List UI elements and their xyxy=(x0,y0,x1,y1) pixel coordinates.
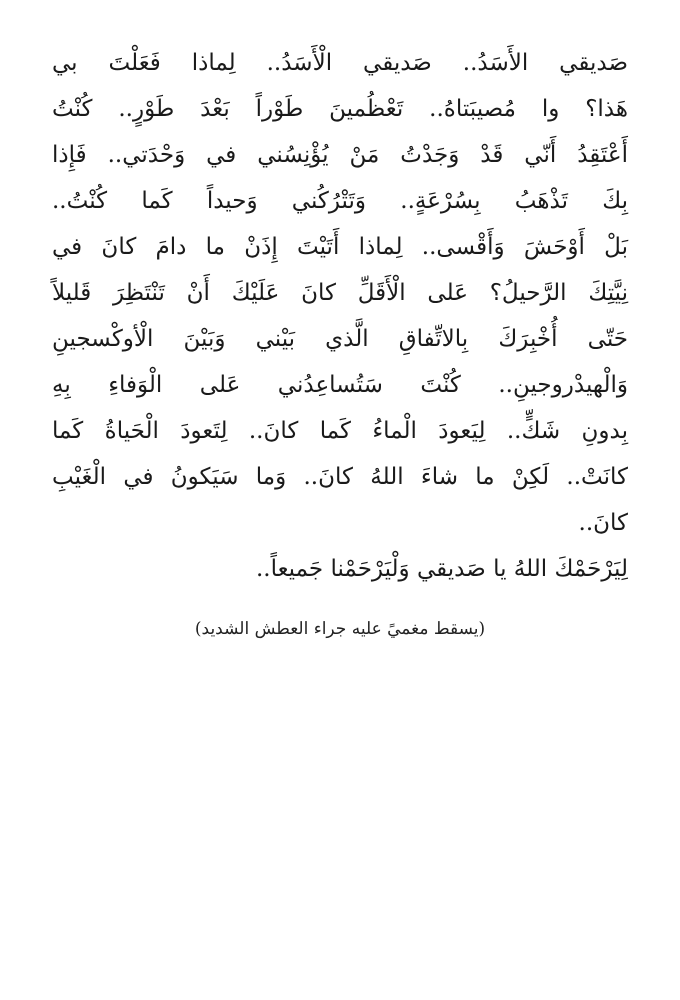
text-line: حَتّى أُخْبِرَكَ بِالاتِّفاقِ الَّذي بَيْني وَبَيْنَ الْأوكْسجينِ xyxy=(52,326,628,352)
text-line: أَعْتَقِدُ أَنّي قَدْ وَجَدْتُ مَنْ يُؤْنِسُني في وَحْدَتي.. فَإِذا xyxy=(52,142,628,168)
closing-line: لِيَرْحَمْكَ اللهُ يا صَديقي وَلْيَرْحَمْنا جَميعاً.. xyxy=(255,556,628,582)
document-page xyxy=(52,40,628,644)
stage-direction: (يسقط مغميً عليه جراء العطش الشديد) xyxy=(194,619,486,639)
text-line: بِدونِ شَكٍّ.. لِيَعودَ الْماءُ كَما كانَ.. لِتَعودَ الْحَياةُ كَما xyxy=(52,418,628,444)
text-line: هَذا؟ وا مُصيبَتاهُ.. تَعْظُمينَ طَوْراً بَعْدَ طَوْرٍ.. كُنْتُ xyxy=(52,96,628,122)
text-line: بَلْ أَوْحَشَ وَأَقْسى.. لِماذا أَتَيْتَ إِذَنْ ما دامَ كانَ في xyxy=(52,234,628,260)
text-line: وَالْهيدْروجينِ.. كُنْتَ سَتُساعِدُني عَلى الْوَفاءِ بِهِ xyxy=(52,372,628,398)
text-line: كانَتْ.. لَكِنْ ما شاءَ اللهُ كانَ.. وَما سَيَكونُ في الْغَيْبِ xyxy=(52,464,628,490)
text-line: كانَ.. xyxy=(578,510,628,536)
text-line: نِيَّتِكَ الرَّحيلُ؟ عَلى الْأَقَلِّ كانَ عَلَيْكَ أَنْ تَنْتَظِرَ قَليلاً xyxy=(52,280,628,306)
text-line: صَديقي الأَسَدُ.. صَديقي الْأَسَدُ.. لِماذا فَعَلْتَ بي xyxy=(52,50,628,76)
text-line: بِكَ تَذْهَبُ بِسُرْعَةٍ.. وَتَتْرُكُني وَحيداً كَما كُنْتُ.. xyxy=(52,188,628,214)
monologue-paragraph xyxy=(52,40,628,546)
